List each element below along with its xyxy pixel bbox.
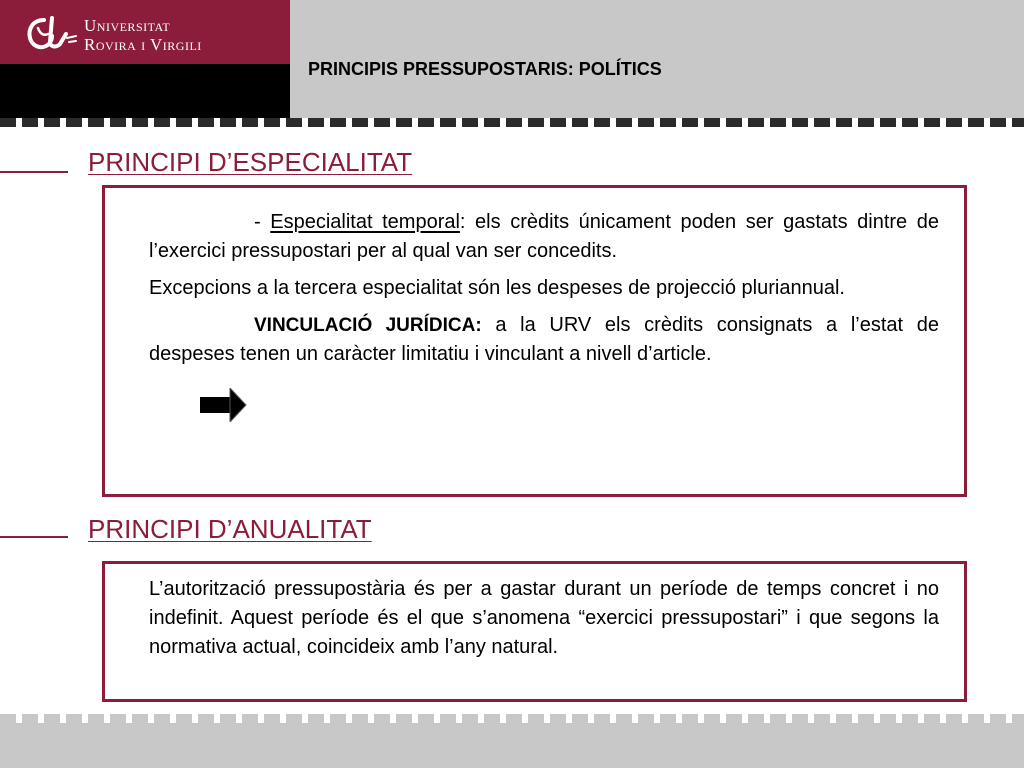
university-logo-block [0, 0, 290, 64]
section-rule-especialitat [0, 171, 68, 173]
anualitat-paragraph: L’autorització pressupostària és per a gastar durant un període de temps concret i no indefinit. Aquest període és el que s’anomena “exercici pressupostari” i que segons la normativa actual, coincideix amb l’any natural. [149, 578, 939, 658]
especialitat-content [149, 208, 939, 369]
vinculacio-paragraph [149, 311, 939, 369]
heading-principi-especialitat: PRINCIPI D’ESPECIALITAT [88, 147, 413, 177]
especialitat-temporal-label: Especialitat temporal [270, 211, 460, 233]
vinculacio-text: a la URV els crèdits consignats a l’estat de despeses tenen un caràcter limitatiu i vinculant a nivell d’article. [149, 314, 939, 365]
bottom-dashed-divider [0, 714, 1024, 723]
slide-title: PRINCIPIS PRESSUPOSTARIS: POLÍTICS [308, 59, 662, 79]
especialitat-temporal-text: : els crèdits únicament poden ser gastats dintre de l’exercici pressupostari per al qual van ser concedits. [149, 211, 939, 262]
section-rule-anualitat [0, 536, 68, 538]
especialitat-prefix: - [254, 211, 271, 233]
urv-logo-icon [26, 14, 78, 52]
especialitat-box [102, 185, 967, 497]
top-dashed-divider [0, 118, 1024, 127]
excepcions-paragraph: Excepcions a la tercera especialitat són les despeses de projecció pluriannual. [149, 277, 845, 299]
vinculacio-label: VINCULACIÓ JURÍDICA: [254, 315, 482, 336]
especialitat-temporal-paragraph [149, 208, 939, 266]
right-arrow-icon [200, 388, 248, 422]
heading-principi-anualitat: PRINCIPI D’ANUALITAT [88, 514, 372, 544]
university-name-line2: Rovira i Virgili [84, 35, 202, 54]
header-black-band [0, 64, 290, 118]
university-name-line1: Universitat [84, 16, 171, 35]
anualitat-box [102, 561, 967, 702]
anualitat-content [149, 575, 939, 662]
footer-gray-band [0, 723, 1024, 768]
university-name [84, 16, 202, 54]
